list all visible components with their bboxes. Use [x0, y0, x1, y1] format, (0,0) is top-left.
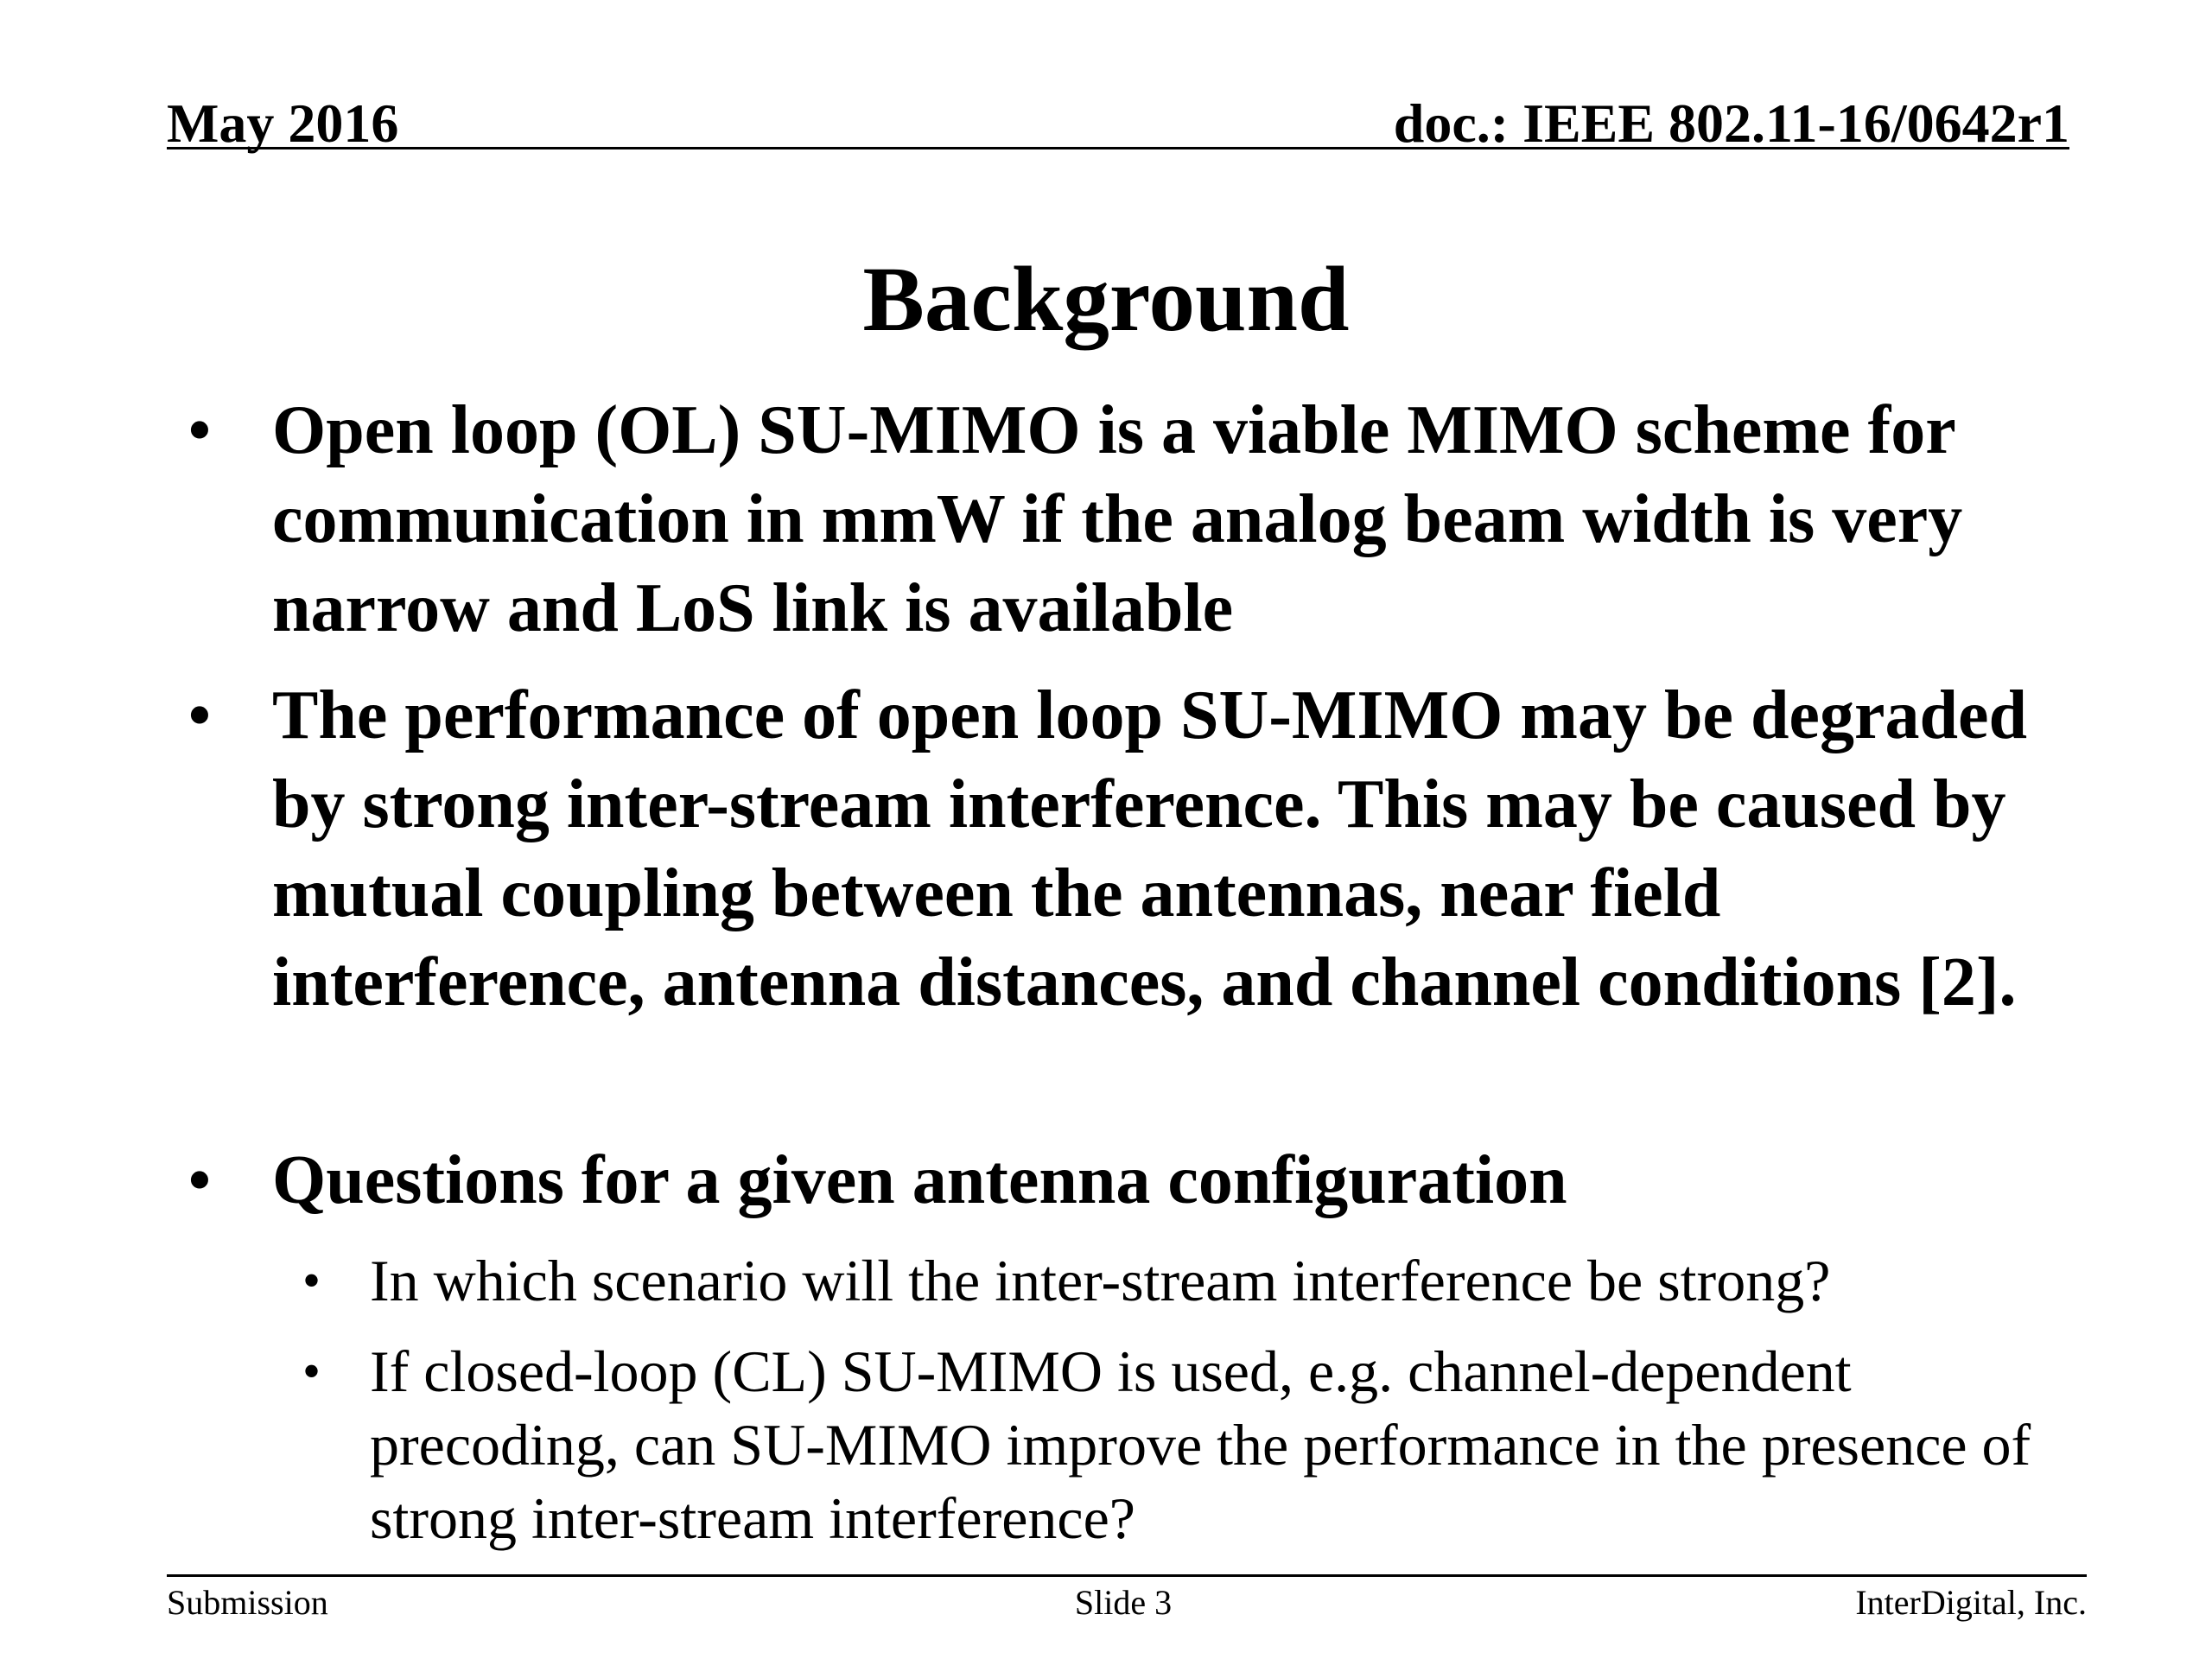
footer-company: InterDigital, Inc.: [1855, 1583, 2087, 1622]
bullet-dot: •: [188, 680, 211, 751]
slide-title: Background: [862, 249, 1350, 351]
bullet-text: Open loop (OL) SU-MIMO is a viable MIMO scheme for communication in mmW if the analog beam width is very narrow and LoS link is available: [272, 392, 1963, 646]
sub-bullet-dot: •: [302, 1343, 321, 1400]
header-date: May 2016: [167, 92, 399, 154]
header-rule: [167, 147, 2069, 149]
bullet-dot: •: [188, 1145, 211, 1216]
sub-bullet-text: In which scenario will the inter-stream interference be strong?: [370, 1248, 1831, 1313]
sub-bullet-text: If closed-loop (CL) SU-MIMO is used, e.g. channel-dependent precoding, can SU-MIMO improve the performance in the presence of strong inter-stream interference?: [370, 1338, 2031, 1551]
footer-submission: Submission: [167, 1583, 328, 1622]
footer-rule: [167, 1574, 2087, 1577]
bullet-text: Questions for a given antenna configuration: [272, 1142, 1567, 1218]
sub-bullet-dot: •: [302, 1252, 321, 1309]
bullet-dot: •: [188, 395, 211, 466]
header-doc-id: doc.: IEEE 802.11-16/0642r1: [1393, 92, 2069, 154]
bullet-text: The performance of open loop SU-MIMO may be degraded by strong inter-stream interference. This may be caused by mutual coupling between the antennas, near field interference, antenna distances, and channel conditions [2].: [272, 677, 2027, 1020]
footer-slide-number: Slide 3: [1074, 1583, 1173, 1622]
